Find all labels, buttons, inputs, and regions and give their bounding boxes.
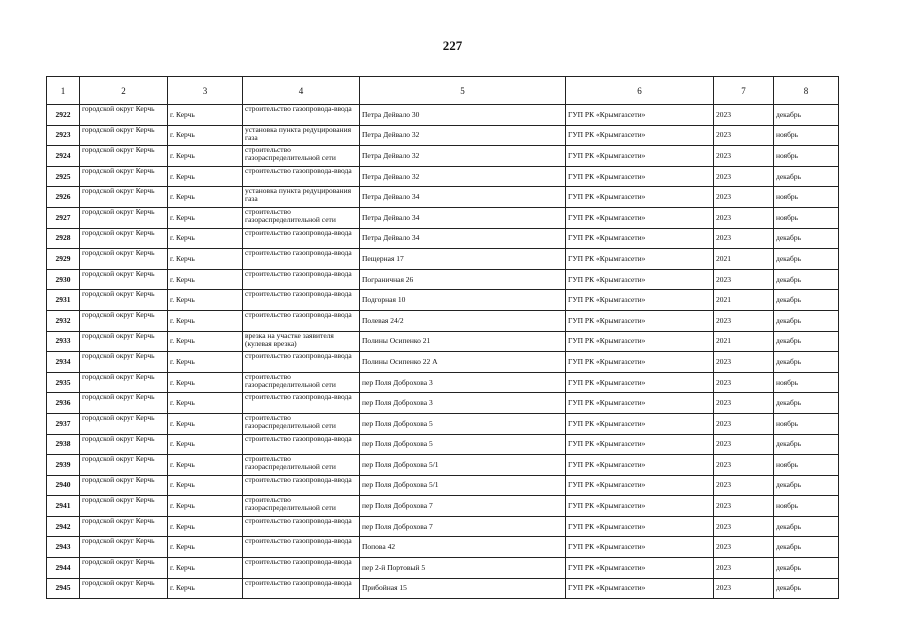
address-cell: пер Поля Доброхова 5 xyxy=(360,434,566,455)
row-number-cell: 2925 xyxy=(47,166,80,187)
table-row xyxy=(47,207,839,228)
district-cell: городской округ Керчь xyxy=(80,228,168,249)
district-cell: городской округ Керчь xyxy=(80,187,168,208)
month-cell: ноябрь xyxy=(774,125,839,146)
organization-cell: ГУП РК «Крымгазсети» xyxy=(566,105,714,126)
month-cell: декабрь xyxy=(774,516,839,537)
city-cell: г. Керчь xyxy=(168,207,243,228)
city-cell: г. Керчь xyxy=(168,372,243,393)
year-cell: 2023 xyxy=(714,413,774,434)
work-type-cell: строительство газопровода-ввода xyxy=(243,290,360,311)
work-type-cell: врезка на участке заявителя (кулевая врезка) xyxy=(243,331,360,352)
year-cell: 2023 xyxy=(714,207,774,228)
district-cell: городской округ Керчь xyxy=(80,105,168,126)
table-row xyxy=(47,331,839,352)
row-number-cell: 2930 xyxy=(47,269,80,290)
row-number-cell: 2931 xyxy=(47,290,80,311)
year-cell: 2023 xyxy=(714,269,774,290)
month-cell: декабрь xyxy=(774,105,839,126)
address-cell: Петра Дейвало 30 xyxy=(360,105,566,126)
city-cell: г. Керчь xyxy=(168,393,243,414)
year-cell: 2021 xyxy=(714,249,774,270)
city-cell: г. Керчь xyxy=(168,352,243,373)
organization-cell: ГУП РК «Крымгазсети» xyxy=(566,558,714,579)
city-cell: г. Керчь xyxy=(168,166,243,187)
row-number-cell: 2943 xyxy=(47,537,80,558)
organization-cell: ГУП РК «Крымгазсети» xyxy=(566,269,714,290)
address-cell: пер 2-й Портовый 5 xyxy=(360,558,566,579)
month-cell: декабрь xyxy=(774,249,839,270)
address-cell: Полины Осипенко 21 xyxy=(360,331,566,352)
organization-cell: ГУП РК «Крымгазсети» xyxy=(566,516,714,537)
year-cell: 2023 xyxy=(714,455,774,476)
month-cell: декабрь xyxy=(774,331,839,352)
table-row xyxy=(47,558,839,579)
row-number-cell: 2939 xyxy=(47,455,80,476)
district-cell: городской округ Керчь xyxy=(80,207,168,228)
month-cell: ноябрь xyxy=(774,146,839,167)
row-number-cell: 2940 xyxy=(47,475,80,496)
address-cell: Пещерная 17 xyxy=(360,249,566,270)
address-cell: пер Поля Доброхова 7 xyxy=(360,516,566,537)
month-cell: декабрь xyxy=(774,558,839,579)
organization-cell: ГУП РК «Крымгазсети» xyxy=(566,475,714,496)
address-cell: Полевая 24/2 xyxy=(360,310,566,331)
district-cell: городской округ Керчь xyxy=(80,393,168,414)
row-number-cell: 2932 xyxy=(47,310,80,331)
month-cell: декабрь xyxy=(774,475,839,496)
city-cell: г. Керчь xyxy=(168,310,243,331)
month-cell: декабрь xyxy=(774,290,839,311)
table-row xyxy=(47,372,839,393)
organization-cell: ГУП РК «Крымгазсети» xyxy=(566,146,714,167)
month-cell: декабрь xyxy=(774,352,839,373)
district-cell: городской округ Керчь xyxy=(80,249,168,270)
organization-cell: ГУП РК «Крымгазсети» xyxy=(566,537,714,558)
table-row xyxy=(47,496,839,517)
organization-cell: ГУП РК «Крымгазсети» xyxy=(566,496,714,517)
address-cell: Петра Дейвало 34 xyxy=(360,187,566,208)
month-cell: ноябрь xyxy=(774,413,839,434)
district-cell: городской округ Керчь xyxy=(80,166,168,187)
month-cell: ноябрь xyxy=(774,187,839,208)
year-cell: 2023 xyxy=(714,558,774,579)
work-type-cell: строительство газопровода-ввода xyxy=(243,310,360,331)
city-cell: г. Керчь xyxy=(168,146,243,167)
year-cell: 2023 xyxy=(714,105,774,126)
work-type-cell: строительство газораспределительной сети xyxy=(243,207,360,228)
district-cell: городской округ Керчь xyxy=(80,558,168,579)
row-number-cell: 2927 xyxy=(47,207,80,228)
year-cell: 2023 xyxy=(714,475,774,496)
table-row xyxy=(47,269,839,290)
year-cell: 2023 xyxy=(714,372,774,393)
address-cell: Попова 42 xyxy=(360,537,566,558)
city-cell: г. Керчь xyxy=(168,496,243,517)
city-cell: г. Керчь xyxy=(168,537,243,558)
city-cell: г. Керчь xyxy=(168,249,243,270)
header-cell: 4 xyxy=(243,77,360,105)
table-header-row xyxy=(47,77,839,105)
table-row xyxy=(47,228,839,249)
organization-cell: ГУП РК «Крымгазсети» xyxy=(566,393,714,414)
year-cell: 2023 xyxy=(714,537,774,558)
district-cell: городской округ Керчь xyxy=(80,372,168,393)
document-table xyxy=(46,76,839,599)
month-cell: декабрь xyxy=(774,269,839,290)
organization-cell: ГУП РК «Крымгазсети» xyxy=(566,290,714,311)
city-cell: г. Керчь xyxy=(168,105,243,126)
district-cell: городской округ Керчь xyxy=(80,434,168,455)
organization-cell: ГУП РК «Крымгазсети» xyxy=(566,187,714,208)
year-cell: 2023 xyxy=(714,393,774,414)
table-row xyxy=(47,187,839,208)
work-type-cell: строительство газораспределительной сети xyxy=(243,146,360,167)
address-cell: Петра Дейвало 32 xyxy=(360,146,566,167)
row-number-cell: 2926 xyxy=(47,187,80,208)
organization-cell: ГУП РК «Крымгазсети» xyxy=(566,125,714,146)
district-cell: городской округ Керчь xyxy=(80,413,168,434)
table-row xyxy=(47,393,839,414)
header-cell: 5 xyxy=(360,77,566,105)
work-type-cell: строительство газопровода-ввода xyxy=(243,228,360,249)
header-cell: 1 xyxy=(47,77,80,105)
organization-cell: ГУП РК «Крымгазсети» xyxy=(566,310,714,331)
address-cell: пер Поля Доброхова 3 xyxy=(360,393,566,414)
month-cell: ноябрь xyxy=(774,455,839,476)
city-cell: г. Керчь xyxy=(168,331,243,352)
table-row xyxy=(47,310,839,331)
work-type-cell: строительство газопровода-ввода xyxy=(243,105,360,126)
city-cell: г. Керчь xyxy=(168,228,243,249)
district-cell: городской округ Керчь xyxy=(80,537,168,558)
month-cell: декабрь xyxy=(774,228,839,249)
year-cell: 2023 xyxy=(714,496,774,517)
organization-cell: ГУП РК «Крымгазсети» xyxy=(566,434,714,455)
organization-cell: ГУП РК «Крымгазсети» xyxy=(566,166,714,187)
district-cell: городской округ Керчь xyxy=(80,455,168,476)
address-cell: Петра Дейвало 34 xyxy=(360,207,566,228)
row-number-cell: 2934 xyxy=(47,352,80,373)
district-cell: городской округ Керчь xyxy=(80,578,168,599)
address-cell: Петра Дейвало 32 xyxy=(360,166,566,187)
work-type-cell: строительство газораспределительной сети xyxy=(243,496,360,517)
table-row xyxy=(47,249,839,270)
address-cell: пер Поля Доброхова 3 xyxy=(360,372,566,393)
month-cell: декабрь xyxy=(774,434,839,455)
year-cell: 2023 xyxy=(714,434,774,455)
work-type-cell: строительство газораспределительной сети xyxy=(243,413,360,434)
year-cell: 2023 xyxy=(714,228,774,249)
row-number-cell: 2938 xyxy=(47,434,80,455)
work-type-cell: установка пункта редуцирования газа xyxy=(243,187,360,208)
address-cell: Подгорная 10 xyxy=(360,290,566,311)
month-cell: декабрь xyxy=(774,393,839,414)
district-cell: городской округ Керчь xyxy=(80,269,168,290)
row-number-cell: 2941 xyxy=(47,496,80,517)
city-cell: г. Керчь xyxy=(168,578,243,599)
city-cell: г. Керчь xyxy=(168,290,243,311)
year-cell: 2021 xyxy=(714,290,774,311)
organization-cell: ГУП РК «Крымгазсети» xyxy=(566,413,714,434)
table-row xyxy=(47,516,839,537)
work-type-cell: строительство газопровода-ввода xyxy=(243,475,360,496)
row-number-cell: 2922 xyxy=(47,105,80,126)
organization-cell: ГУП РК «Крымгазсети» xyxy=(566,207,714,228)
work-type-cell: строительство газопровода-ввода xyxy=(243,352,360,373)
header-cell: 3 xyxy=(168,77,243,105)
organization-cell: ГУП РК «Крымгазсети» xyxy=(566,578,714,599)
work-type-cell: строительство газопровода-ввода xyxy=(243,393,360,414)
work-type-cell: строительство газопровода-ввода xyxy=(243,578,360,599)
work-type-cell: строительство газопровода-ввода xyxy=(243,434,360,455)
year-cell: 2023 xyxy=(714,310,774,331)
month-cell: декабрь xyxy=(774,537,839,558)
table-row xyxy=(47,146,839,167)
city-cell: г. Керчь xyxy=(168,475,243,496)
month-cell: декабрь xyxy=(774,310,839,331)
district-cell: городской округ Керчь xyxy=(80,496,168,517)
row-number-cell: 2945 xyxy=(47,578,80,599)
district-cell: городской округ Керчь xyxy=(80,475,168,496)
row-number-cell: 2933 xyxy=(47,331,80,352)
year-cell: 2023 xyxy=(714,516,774,537)
row-number-cell: 2924 xyxy=(47,146,80,167)
address-cell: Петра Дейвало 32 xyxy=(360,125,566,146)
work-type-cell: строительство газопровода-ввода xyxy=(243,537,360,558)
table-row xyxy=(47,455,839,476)
work-type-cell: строительство газораспределительной сети xyxy=(243,372,360,393)
row-number-cell: 2935 xyxy=(47,372,80,393)
header-cell: 6 xyxy=(566,77,714,105)
table-row xyxy=(47,537,839,558)
address-cell: пер Поля Доброхова 5 xyxy=(360,413,566,434)
organization-cell: ГУП РК «Крымгазсети» xyxy=(566,372,714,393)
address-cell: пер Поля Доброхова 5/1 xyxy=(360,455,566,476)
table-row xyxy=(47,352,839,373)
organization-cell: ГУП РК «Крымгазсети» xyxy=(566,331,714,352)
table-row xyxy=(47,166,839,187)
month-cell: декабрь xyxy=(774,166,839,187)
city-cell: г. Керчь xyxy=(168,125,243,146)
city-cell: г. Керчь xyxy=(168,187,243,208)
year-cell: 2023 xyxy=(714,578,774,599)
district-cell: городской округ Керчь xyxy=(80,125,168,146)
table-row xyxy=(47,290,839,311)
page-number: 227 xyxy=(442,38,463,53)
table-row xyxy=(47,105,839,126)
district-cell: городской округ Керчь xyxy=(80,331,168,352)
work-type-cell: строительство газопровода-ввода xyxy=(243,249,360,270)
row-number-cell: 2923 xyxy=(47,125,80,146)
row-number-cell: 2942 xyxy=(47,516,80,537)
table-row xyxy=(47,413,839,434)
organization-cell: ГУП РК «Крымгазсети» xyxy=(566,455,714,476)
row-number-cell: 2929 xyxy=(47,249,80,270)
table-row xyxy=(47,125,839,146)
district-cell: городской округ Керчь xyxy=(80,146,168,167)
work-type-cell: установка пункта редуцирования газа xyxy=(243,125,360,146)
district-cell: городской округ Керчь xyxy=(80,352,168,373)
header-cell: 2 xyxy=(80,77,168,105)
header-cell: 7 xyxy=(714,77,774,105)
city-cell: г. Керчь xyxy=(168,558,243,579)
work-type-cell: строительство газопровода-ввода xyxy=(243,166,360,187)
organization-cell: ГУП РК «Крымгазсети» xyxy=(566,249,714,270)
month-cell: ноябрь xyxy=(774,496,839,517)
address-cell: пер Поля Доброхова 5/1 xyxy=(360,475,566,496)
organization-cell: ГУП РК «Крымгазсети» xyxy=(566,352,714,373)
address-cell: пер Поля Доброхова 7 xyxy=(360,496,566,517)
work-type-cell: строительство газопровода-ввода xyxy=(243,269,360,290)
work-type-cell: строительство газораспределительной сети xyxy=(243,455,360,476)
work-type-cell: строительство газопровода-ввода xyxy=(243,558,360,579)
row-number-cell: 2928 xyxy=(47,228,80,249)
city-cell: г. Керчь xyxy=(168,269,243,290)
work-type-cell: строительство газопровода-ввода xyxy=(243,516,360,537)
city-cell: г. Керчь xyxy=(168,434,243,455)
year-cell: 2023 xyxy=(714,166,774,187)
table-row xyxy=(47,434,839,455)
organization-cell: ГУП РК «Крымгазсети» xyxy=(566,228,714,249)
address-cell: Петра Дейвало 34 xyxy=(360,228,566,249)
year-cell: 2021 xyxy=(714,331,774,352)
table-row xyxy=(47,578,839,599)
district-cell: городской округ Керчь xyxy=(80,310,168,331)
month-cell: ноябрь xyxy=(774,207,839,228)
year-cell: 2023 xyxy=(714,125,774,146)
year-cell: 2023 xyxy=(714,146,774,167)
month-cell: декабрь xyxy=(774,578,839,599)
table-row xyxy=(47,475,839,496)
header-cell: 8 xyxy=(774,77,839,105)
city-cell: г. Керчь xyxy=(168,516,243,537)
row-number-cell: 2937 xyxy=(47,413,80,434)
row-number-cell: 2944 xyxy=(47,558,80,579)
district-cell: городской округ Керчь xyxy=(80,516,168,537)
address-cell: Прибойная 15 xyxy=(360,578,566,599)
month-cell: ноябрь xyxy=(774,372,839,393)
row-number-cell: 2936 xyxy=(47,393,80,414)
address-cell: Пограничная 26 xyxy=(360,269,566,290)
city-cell: г. Керчь xyxy=(168,455,243,476)
city-cell: г. Керчь xyxy=(168,413,243,434)
district-cell: городской округ Керчь xyxy=(80,290,168,311)
year-cell: 2023 xyxy=(714,352,774,373)
year-cell: 2023 xyxy=(714,187,774,208)
address-cell: Полины Осипенко 22 А xyxy=(360,352,566,373)
